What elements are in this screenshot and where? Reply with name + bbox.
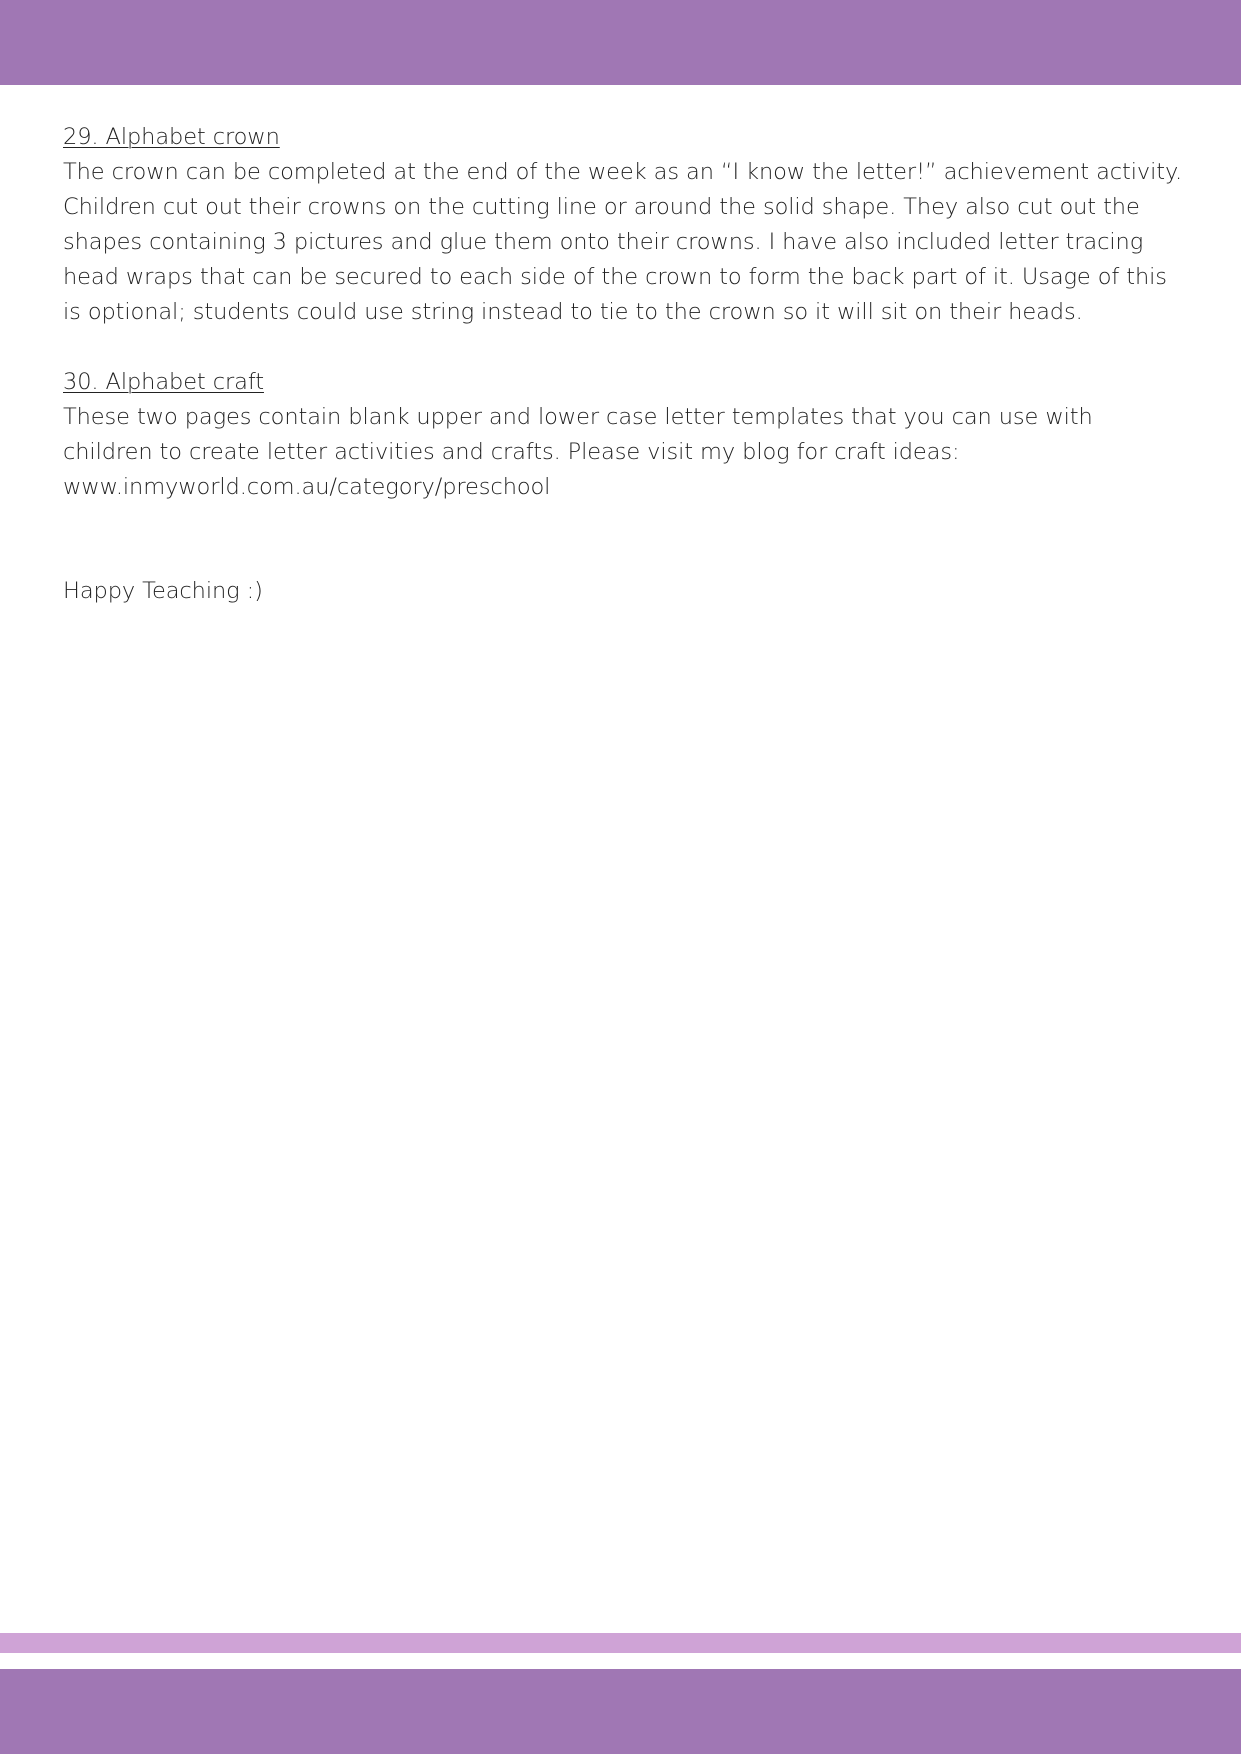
section-alphabet-crown: [63, 120, 1183, 330]
section-alphabet-craft: [63, 365, 1183, 505]
section-heading: 30. Alphabet craft: [63, 369, 264, 395]
blog-link[interactable]: www.inmyworld.com.au/category/preschool: [63, 474, 551, 500]
section-heading: 29. Alphabet crown: [63, 124, 280, 150]
signoff-text: Happy Teaching :): [63, 578, 263, 604]
page-content: [63, 120, 1183, 609]
section-body: The crown can be completed at the end of the week as an “I know the letter!” achievement activity. Children cut out their crowns on the cutting line or around the solid shape. They also cut out the shapes containing 3 pictures and glue them onto their crowns. I have also included letter tracing head wraps that can be secured to each side of the crown to form the back part of it. Usage of this is optional; students could use string instead to tie to the crown so it will sit on their heads.: [63, 159, 1183, 325]
footer-stripe: [0, 1633, 1241, 1653]
footer-band: [0, 1669, 1241, 1754]
section-body: These two pages contain blank upper and lower case letter templates that you can use with children to create letter activities and crafts. Please visit my blog for craft ideas:: [63, 404, 1093, 465]
header-band: [0, 0, 1241, 85]
